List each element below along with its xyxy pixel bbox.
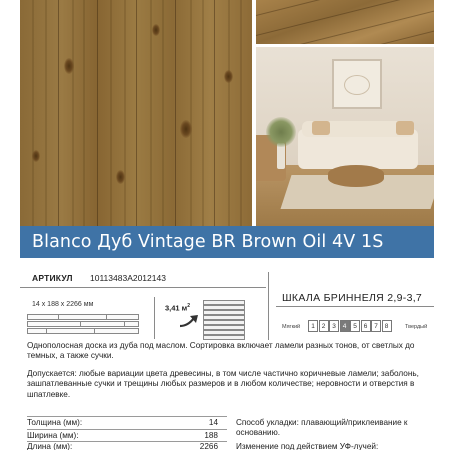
installation-method: Способ укладки: плавающий/приклеивание к основанию. [236,418,408,438]
scale-hard-label: Твердый [405,324,428,330]
divider [27,429,227,430]
package-stack-icon [203,300,245,340]
width-value: 188 [204,431,218,440]
uv-change-label: Изменение под действием УФ-лучей: [236,442,379,450]
wood-texture-image [20,0,252,226]
divider [27,416,227,417]
article-value: 10113483A2012143 [90,273,166,283]
scale-cell: 7 [371,320,381,332]
scale-cell-active: 4 [340,320,350,332]
width-label: Ширина (мм): [27,431,79,440]
scale-cell: 6 [361,320,371,332]
thickness-value: 14 [208,418,218,427]
scale-cell: 2 [319,320,329,332]
brinell-scale-title: ШКАЛА БРИННЕЛЯ 2,9-3,7 [282,292,423,304]
description-paragraph: Однополосная доска из дуба под маслом. Сортировка включает ламели разных тонов, от светлых до темных, а также сучки. [27,341,415,361]
hardness-scale [308,320,392,332]
dimensions-text: 14 x 188 x 2266 мм [32,301,94,308]
length-label: Длина (мм): [27,442,73,450]
scale-cell: 5 [350,320,360,332]
scale-cell: 3 [329,320,339,332]
scale-cell: 8 [382,320,392,332]
divider [20,287,266,288]
article-label: АРТИКУЛ [32,273,73,283]
interior-photo [256,47,434,226]
wood-closeup-image [256,0,434,44]
length-value: 2266 [199,442,218,450]
product-title: Blanco Дуб Vintage BR Brown Oil 4V 1S [20,226,434,258]
scale-cell: 1 [308,320,318,332]
arrow-icon [178,312,204,330]
plank-layout-icon [27,314,139,336]
divider [276,306,434,307]
allowance-paragraph: Допускается: любые вариации цвета древесины, в том числе частично коричневые ламели; заболонь, зашпатлеванные сучки и трещины любых размеров и в любом количестве; неровности и отверстия в шпатлевке. [27,369,419,399]
divider [154,297,155,339]
thickness-label: Толщина (мм): [27,418,83,427]
pack-area-value: 3,41 $м^2$ [165,303,191,313]
divider [268,272,269,340]
scale-soft-label: Мягкий [282,324,301,330]
